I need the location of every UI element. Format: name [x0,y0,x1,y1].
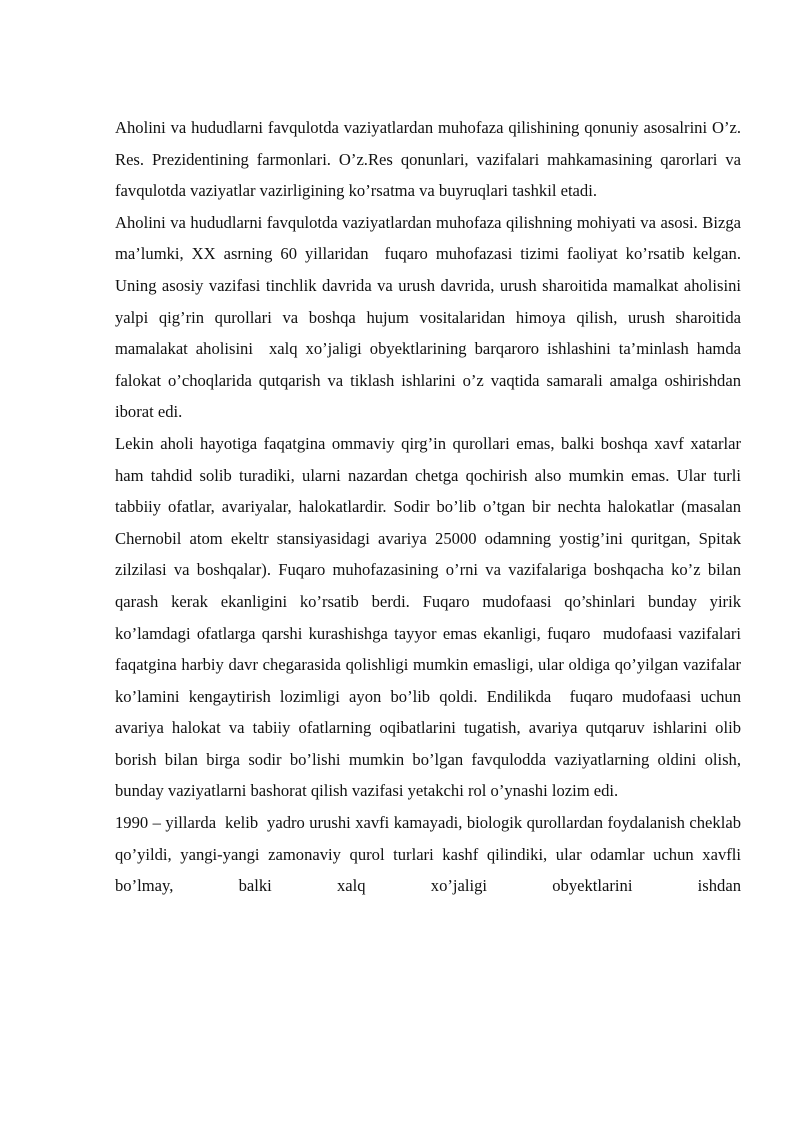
paragraph-other-threats: Lekin aholi hayotiga faqatgina ommaviy qirg’in qurollari emas, balki boshqa xavf xatarlar ham tahdid solib turadiki, ularni nazardan chetga qochirish also mumkin emas. Ular turli tabbiiy ofatlar, avariyalar, halokatlardir. Sodir bo’lib o’tgan bir nechta halokatlar (masalan Chernobil atom ekeltr stansiyasidagi avariya 25000 odamning yostig’ini quritgan, Spitak zilzilasi va boshqalar). Fuqaro muhofazasining o’rni va vazifalariga boshqacha ko’z bilan qarash kerak ekanligini ko’rsatib berdi. Fuqaro mudofaasi qo’shinlari bunday yirik ko’lamdagi ofatlarga qarshi kurashishga tayyor emas ekanligi, fuqaro mudofaasi vazifalari faqatgina harbiy davr chegarasida qolishligi mumkin emasligi, ular oldiga qo’yilgan vazifalar ko’lamini kengaytirish lozimligi ayon bo’lib qoldi. Endilikda fuqaro mudofaasi uchun avariya halokat va tabiiy ofatlarning oqibatlarini tugatish, avariya qutqaruv ishlarini olib borish bilan birga sodir bo’lishi mumkin bo’lgan favqulodda vaziyatlarning oldini olish, bunday vaziyatlarni bashorat qilish vazifasi yetakchi rol o’ynashi lozim edi. [115,433,750,801]
document-body [115,112,750,902]
paragraph-essence-of-protection: Aholini va hududlarni favqulotda vaziyatlardan muhofaza qilishning mohiyati va asosi. Bizga ma’lumki, XX asrning 60 yillaridan fuqaro muhofazasi tizimi faoliyat ko’rsatib kelgan. Uning asosiy vazifasi tinchlik davrida va urush davrida, urush sharoitida mamalkat aholisini yalpi qig’rin qurollari va boshqa hujum vositalaridan himoya qilish, urush sharoitida mamalakat aholisini xalq xo’jaligi obyektlarining barqaroro ishlashini ta’minlash hamda falokat o’choqlarida qutqarish va tiklash ishlarini o’z vaqtida samarali amalga oshirishdan iborat edi. [115,212,746,422]
paragraph-1990s: 1990 – yillarda kelib yadro urushi xavfi kamayadi, biologik qurollardan foydalanish cheklab qo’yildi, yangi-yangi zamonaviy qurol turlari kashf qilindiki, ular odamlar uchun xavfli bo’lmay, balki xalq xo’jaligi obyektlarini ishdan [115,813,746,896]
paragraph-legal-basis: Aholini va hududlarni favqulotda vaziyatlardan muhofaza qilishining qonuniy asosalrini O’z. Res. Prezidentining farmonlari. O’z.Res qonunlari, vazifalari mahkamasining qarorlari va favqulotda vaziyatlar vazirligining ko’rsatma va buyruqlari tashkil etadi. [115,118,746,201]
